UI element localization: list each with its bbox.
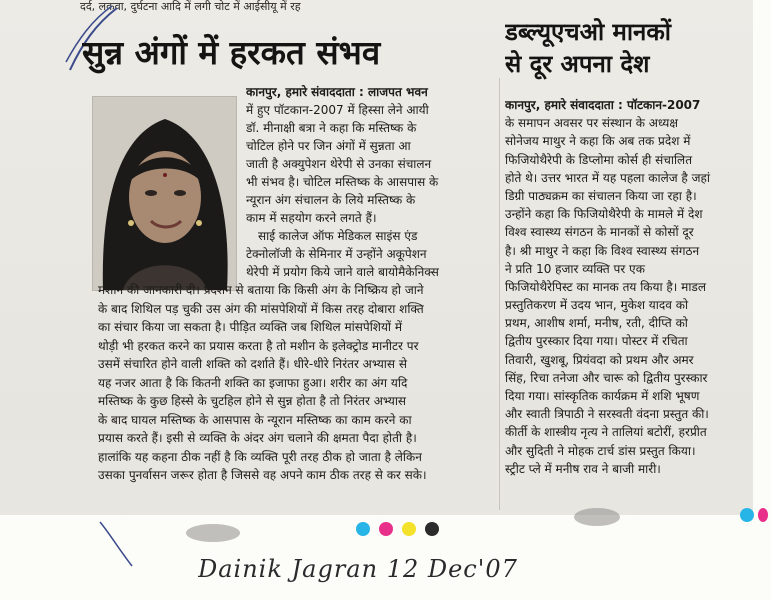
- ink-smudge: [186, 524, 240, 542]
- text-line: चोटिल होने पर जिन अंगों में सुन्नता आ: [246, 139, 411, 153]
- text-line: उसका पुनर्वासन जरूर होता है जिससे वह अपने काम ठीक तरह से कर सके।: [98, 468, 427, 482]
- column-divider: [499, 78, 500, 510]
- headline-right-line: डब्ल्यूएचओ मानकों: [505, 18, 672, 46]
- registration-dot-icon: [379, 522, 393, 536]
- article-left-lead: [246, 83, 496, 281]
- handwritten-source-note: Dainik Jagran 12 Dec'07: [198, 555, 518, 583]
- clipping-edge: [753, 0, 771, 515]
- text-line: के बाद शिथिल पड़ चुकी उस अंग की मांसपेशियों में किस तरह दोबारा शक्ति: [98, 301, 424, 316]
- text-line: दिया गया। सांस्कृतिक कार्यक्रम में शशि भूषण: [505, 389, 700, 403]
- text-line: फिजियोथैरेपिस्ट का मानक तय किया है। माडल: [505, 279, 706, 294]
- text-line: डॉ. मीनाक्षी बत्रा ने कहा कि मस्तिष्क के: [246, 121, 417, 135]
- text-line: भी संभव है। चोटिल मस्तिष्क के आसपास के: [246, 175, 439, 189]
- text-line: विश्व स्वास्थ्य संगठन के मानकों से कोसों दूर: [505, 225, 694, 240]
- text-line: और स्वाती त्रिपाठी ने सरस्वती वंदना प्रस्तुत की।: [505, 407, 709, 422]
- article-left-body: [98, 281, 496, 485]
- headline-right-line: से दूर अपना देश: [505, 50, 650, 78]
- text-line: सिंह, रिचा तनेजा और चारू को द्वितीय पुरस्कार: [505, 370, 708, 385]
- registration-marks: [356, 522, 456, 538]
- text-line: ने प्रति 10 हजार व्यक्ति पर एक: [505, 261, 645, 276]
- pen-mark-icon: [96, 520, 136, 570]
- text-line: मस्तिष्क के कुछ हिस्से के चुटहिल होने से सुन्न होता है तो निरंतर अभ्यास: [98, 394, 407, 408]
- text-line: द्वितीय पुरस्कार दिया गया। पोस्टर में रचिता: [505, 334, 688, 349]
- text-line: टेक्नोलॉजी के सेमिनार में उन्होंने अकूपेशन: [246, 247, 427, 261]
- text-line: थोड़ी भी हरकत करने का प्रयास करता है तो मशीन के इलेक्ट्रोड मानीटर पर: [98, 338, 419, 353]
- text-line: के बाद घायल मस्तिष्क के आसपास के न्यूरान मस्तिष्क का काम करने का: [98, 412, 412, 427]
- text-line: न्यूरान अंग संचालन के लिये मस्तिष्क के: [246, 193, 416, 207]
- text-line: जाती है अक्युपेशन थेरेपी से उनका संचालन: [246, 157, 432, 171]
- headline-left: सुन्न अंगों में हरकत संभव: [82, 33, 381, 72]
- text-line: थेरेपी में प्रयोग किये जाने वाले बायोमैकेनिक्स: [246, 265, 439, 279]
- text-line: प्रयास करते हैं। इसी से व्यक्ति के अंदर अंग चलाने की क्षमता पैदा होती है।: [98, 431, 417, 445]
- registration-dot-icon: [402, 522, 416, 536]
- text-line: के समापन अवसर पर संस्थान के अध्यक्ष: [505, 116, 678, 131]
- registration-dot-icon: [425, 522, 439, 536]
- text-line: डिग्री पाठ्यक्रम का संचालन किया जा रहा है।: [505, 188, 697, 203]
- text-line: में हुए पॉटकान-2007 में हिस्सा लेने आयी: [246, 103, 429, 117]
- text-line: प्रथम, आशीष शर्मा, मनीष, रती, दीप्ति को: [505, 316, 688, 331]
- text-line: उसमें संचारित होने वाली शक्ति को दर्शाते हैं। धीरे-धीरे निरंतर अभ्यास से: [98, 357, 407, 371]
- text-line: और सुदिती ने मोहक टार्च डांस प्रस्तुत किया।: [505, 443, 696, 458]
- text-line: काम में सहयोग करने लगते हैं।: [246, 211, 377, 225]
- dateline: कानपुर, हमारे संवाददाता : लाजपत भवन: [246, 85, 428, 99]
- text-line: स्ट्रीट प्ले में मनीष राव ने बाजी मारी।: [505, 461, 661, 476]
- text-line: कीर्ती के शास्त्रीय नृत्य ने तालियां बटोरीं, हरप्रीत: [505, 425, 707, 440]
- text-line: उन्होंने कहा कि फिजियोथैरेपी के मामले में देश: [505, 207, 703, 222]
- text-line: तिवारी, खुशबू, प्रियंवदा को प्रथम और अमर: [505, 352, 694, 367]
- previous-article-snippet: दर्द, लकवा, दुर्घटना आदि में लगी चोट में आईसीयू में रह: [80, 0, 301, 13]
- text-line: है। श्री माथुर ने कहा कि विश्व स्वास्थ्य संगठन: [505, 243, 700, 258]
- ink-smudge: [574, 508, 620, 526]
- text-line: फिजियोथैरेपी के डिप्लोमा कोर्स ही संचालित: [505, 152, 693, 167]
- registration-dot-icon: [758, 508, 768, 522]
- text-line: हालांकि यह कहना ठीक नहीं है कि व्यक्ति पूरी तरह ठीक हो जाता है लेकिन: [98, 449, 422, 464]
- dateline: कानपुर, हमारे संवाददाता : पॉटकान-2007: [505, 98, 701, 112]
- text-line: होते थे। उत्तर भारत में यह पहला कालेज है जहां: [505, 170, 710, 185]
- text-line: साई कालेज ऑफ मेडिकल साइंस एंड: [258, 229, 418, 243]
- text-line: प्रस्तुतिकरण में उदय भान, मुकेश यादव को: [505, 298, 689, 313]
- registration-dot-icon: [356, 522, 370, 536]
- headline-right: [505, 16, 750, 80]
- text-line: सोनेजय माथुर ने कहा कि अब तक प्रदेश में: [505, 134, 691, 149]
- text-line: का संचार किया जा सकता है। पीड़ित व्यक्ति जब शिथिल मांसपेशियों में: [98, 320, 403, 334]
- article-right-body: [505, 96, 753, 478]
- text-line: मशीन की जानकारी दी। प्रदर्शन से बताया कि किसी अंग के निष्क्रिय हो जाने: [98, 283, 424, 297]
- registration-dot-icon: [740, 508, 754, 522]
- text-line: यह नजर आता है कि कितनी शक्ति का इजाफा हुआ। शरीर का अंग यदि: [98, 375, 408, 390]
- portrait-photo: [92, 96, 237, 291]
